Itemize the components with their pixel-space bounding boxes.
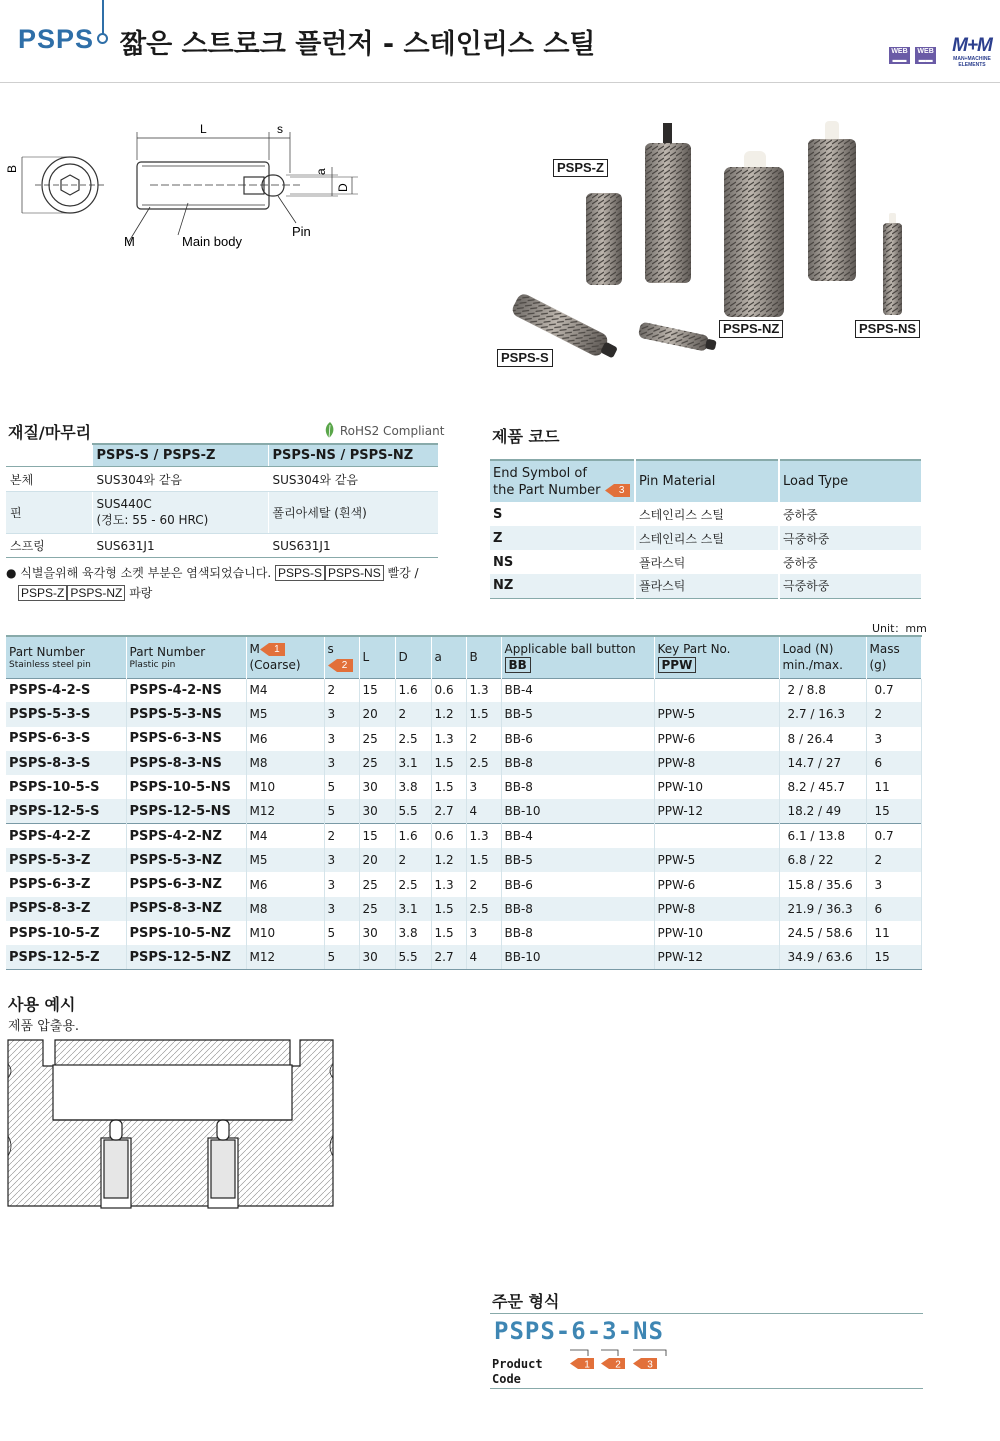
spec-cell-hex-B: 2 [466,727,501,751]
spec-cell-pin-a: 1.2 [431,848,466,872]
spec-cell-length-L: 15 [359,824,395,848]
spec-cell-diameter-D: 3.8 [395,921,431,945]
spec-cell-length-L: 25 [359,897,395,921]
spec-cell-key-part: PPW-12 [654,799,779,823]
spec-cell-stroke-s: 2 [324,824,359,848]
leaf-icon [323,421,336,439]
spec-cell-key-part: PPW-5 [654,848,779,872]
spec-cell-mass: 11 [866,775,922,799]
spec-cell-load: 6.1 / 13.8 [779,824,866,848]
order-tag-2: 2 [615,1359,621,1371]
dim-L: L [200,122,207,136]
spec-row [6,775,922,799]
spec-h-pn-plastic: Part Number Plastic pin [126,636,246,678]
spec-cell-part-number-steel: PSPS-6-3-S [6,727,126,751]
main-body-label: Main body [182,234,242,249]
spec-row [6,921,922,945]
material-header-steel: PSPS-S / PSPS-Z [92,444,268,467]
order-rule-top [490,1313,923,1314]
spec-cell-part-number-plastic: PSPS-10-5-NZ [126,921,246,945]
spec-cell-ball-button: BB-5 [501,848,654,872]
series-code: PSPS [18,24,95,54]
spec-cell-hex-B: 1.3 [466,678,501,702]
spec-row [6,678,922,702]
usage-drawing [0,1036,340,1216]
material-cell: SUS304와 같음 [92,467,268,492]
spec-h-pn-steel: Part Number Stainless steel pin [6,636,126,678]
spec-cell-part-number-steel: PSPS-6-3-Z [6,872,126,896]
spec-cell-stroke-s: 3 [324,727,359,751]
plunger-ns [883,213,902,315]
spec-cell-thread-m: M6 [246,872,324,896]
photo-label-psps-s: PSPS-S [497,349,553,367]
spec-cell-part-number-steel: PSPS-8-3-Z [6,897,126,921]
pc-symbol: Z [490,526,635,550]
spec-cell-mass: 2 [866,702,922,726]
spec-cell-stroke-s: 3 [324,897,359,921]
pc-load: 중하중 [779,502,922,526]
spec-cell-load: 34.9 / 63.6 [779,945,866,969]
web-icon[interactable]: WEB ▬▬ [889,47,910,64]
spec-cell-mass: 0.7 [866,678,922,702]
usage-desc: 제품 압출용. [8,1019,80,1034]
spec-row [6,702,922,726]
spec-cell-ball-button: BB-8 [501,751,654,775]
spec-cell-part-number-plastic: PSPS-12-5-NS [126,799,246,823]
material-note: ● 식별을위해 육각형 소켓 부분은 염색되었습니다. PSPS-S PSPS-NS 빨강 / PSPS-Z PSPS-NZ 파랑 [6,566,419,600]
plunger-small-lying [638,322,718,354]
spec-cell-pin-a: 2.7 [431,945,466,969]
spec-cell-key-part: PPW-12 [654,945,779,969]
spec-h-s: s 2 [324,636,359,678]
spec-cell-thread-m: M8 [246,897,324,921]
spec-cell-key-part: PPW-8 [654,897,779,921]
spec-cell-mass: 3 [866,727,922,751]
spec-cell-pin-a: 1.5 [431,921,466,945]
spec-cell-part-number-plastic: PSPS-8-3-NS [126,751,246,775]
spec-row [6,848,922,872]
spec-row [6,799,922,823]
pc-pin: 플라스틱 [635,550,779,574]
pc-load: 중하중 [779,550,922,574]
spec-cell-thread-m: M5 [246,702,324,726]
spec-cell-part-number-steel: PSPS-5-3-S [6,702,126,726]
spec-cell-thread-m: M6 [246,727,324,751]
spec-cell-load: 6.8 / 22 [779,848,866,872]
spec-cell-diameter-D: 3.8 [395,775,431,799]
spec-cell-mass: 6 [866,897,922,921]
spec-cell-pin-a: 1.3 [431,872,466,896]
spec-cell-ball-button: BB-4 [501,824,654,848]
tag-3-icon: 3 [605,484,630,497]
spec-cell-part-number-steel: PSPS-5-3-Z [6,848,126,872]
pc-pin: 스테인리스 스틸 [635,526,779,550]
spec-cell-load: 24.5 / 58.6 [779,921,866,945]
spec-cell-load: 8 / 26.4 [779,727,866,751]
pc-load: 극중하중 [779,526,922,550]
spec-cell-part-number-steel: PSPS-4-2-Z [6,824,126,848]
spec-cell-pin-a: 1.5 [431,897,466,921]
pc-header-load: Load Type [779,460,922,502]
spec-h-load: Load (N) min./max. [779,636,866,678]
pin-label: Pin [292,224,311,239]
spec-cell-length-L: 25 [359,727,395,751]
spec-cell-pin-a: 1.5 [431,775,466,799]
spec-cell-ball-button: BB-6 [501,872,654,896]
dim-B: B [5,164,19,173]
spec-h-D: D [395,636,431,678]
spec-cell-length-L: 20 [359,702,395,726]
spec-h-ball: Applicable ball button BB [501,636,654,678]
spec-h-key: Key Part No. PPW [654,636,779,678]
material-table [6,443,438,558]
spec-cell-stroke-s: 2 [324,678,359,702]
spec-cell-mass: 15 [866,799,922,823]
spec-h-B: B [466,636,501,678]
spec-cell-key-part: PPW-10 [654,775,779,799]
header-divider [0,82,1000,83]
dim-D: D [336,183,350,192]
material-title: 재질/마무리 [8,423,92,442]
spec-cell-length-L: 30 [359,799,395,823]
usage-title: 사용 예시 [8,995,76,1014]
spec-cell-ball-button: BB-8 [501,775,654,799]
spec-cell-diameter-D: 1.6 [395,678,431,702]
spec-cell-load: 2.7 / 16.3 [779,702,866,726]
spec-cell-thread-m: M10 [246,921,324,945]
page-title: 짧은 스트로크 플런저 - 스테인리스 스틸 [120,29,596,60]
header-accent-dot [97,33,108,44]
spec-cell-load: 18.2 / 49 [779,799,866,823]
dim-a: a [314,168,328,175]
spec-h-L: L [359,636,395,678]
spec-cell-hex-B: 4 [466,945,501,969]
spec-cell-diameter-D: 2.5 [395,727,431,751]
material-row-name: 본체 [6,467,92,492]
pc-header-pin: Pin Material [635,460,779,502]
header-accent-line [102,0,104,34]
spec-cell-diameter-D: 5.5 [395,945,431,969]
spec-cell-diameter-D: 3.1 [395,897,431,921]
spec-cell-hex-B: 2.5 [466,897,501,921]
unit-label: Unit：mm [872,622,927,635]
spec-cell-pin-a: 0.6 [431,678,466,702]
spec-cell-thread-m: M4 [246,678,324,702]
order-title: 주문 형식 [492,1292,560,1311]
tag-2-icon: 2 [328,659,353,672]
spec-cell-part-number-steel: PSPS-4-2-S [6,678,126,702]
spec-cell-stroke-s: 5 [324,775,359,799]
spec-row [6,897,922,921]
spec-cell-hex-B: 1.5 [466,848,501,872]
spec-cell-hex-B: 3 [466,775,501,799]
spec-cell-ball-button: BB-6 [501,727,654,751]
spec-cell-length-L: 20 [359,848,395,872]
pc-load: 극중하중 [779,574,922,598]
pc-symbol: S [490,502,635,526]
material-header-plastic: PSPS-NS / PSPS-NZ [268,444,438,467]
spec-cell-key-part: PPW-6 [654,872,779,896]
spec-cell-part-number-steel: PSPS-12-5-S [6,799,126,823]
spec-cell-load: 2 / 8.8 [779,678,866,702]
spec-cell-diameter-D: 2 [395,702,431,726]
spec-cell-key-part [654,678,779,702]
spec-cell-diameter-D: 3.1 [395,751,431,775]
spec-h-a: a [431,636,466,678]
spec-cell-length-L: 15 [359,678,395,702]
spec-row [6,872,922,896]
spec-h-m: M 1 (Coarse) [246,636,324,678]
web-icon[interactable]: WEB ▬▬ [915,47,936,64]
brand-logo: M+M MAN+MACHINE ELEMENTS [952,35,992,68]
spec-cell-part-number-steel: PSPS-10-5-S [6,775,126,799]
photo-label-psps-nz: PSPS-NZ [719,320,783,338]
spec-cell-load: 8.2 / 45.7 [779,775,866,799]
spec-cell-diameter-D: 1.6 [395,824,431,848]
spec-cell-ball-button: BB-10 [501,945,654,969]
spec-cell-diameter-D: 2 [395,848,431,872]
spec-cell-thread-m: M12 [246,945,324,969]
pc-pin: 스테인리스 스틸 [635,502,779,526]
photo-label-psps-z: PSPS-Z [553,159,608,177]
spec-cell-pin-a: 1.5 [431,751,466,775]
spec-cell-key-part: PPW-8 [654,751,779,775]
spec-cell-pin-a: 0.6 [431,824,466,848]
plunger-large-steel [645,123,691,283]
product-code-title: 제품 코드 [492,427,560,446]
spec-cell-part-number-plastic: PSPS-8-3-NZ [126,897,246,921]
tag-1-icon: 1 [260,643,285,656]
spec-cell-part-number-plastic: PSPS-5-3-NS [126,702,246,726]
spec-cell-part-number-plastic: PSPS-6-3-NS [126,727,246,751]
dim-s: s [277,122,283,136]
spec-cell-key-part: PPW-5 [654,702,779,726]
spec-cell-thread-m: M4 [246,824,324,848]
spec-cell-part-number-plastic: PSPS-12-5-NZ [126,945,246,969]
spec-cell-length-L: 30 [359,775,395,799]
spec-cell-stroke-s: 3 [324,751,359,775]
spec-cell-ball-button: BB-8 [501,921,654,945]
spec-cell-ball-button: BB-5 [501,702,654,726]
spec-cell-stroke-s: 3 [324,702,359,726]
spec-cell-load: 14.7 / 27 [779,751,866,775]
spec-cell-hex-B: 1.3 [466,824,501,848]
spec-cell-stroke-s: 5 [324,921,359,945]
spec-cell-part-number-plastic: PSPS-4-2-NZ [126,824,246,848]
order-tag-3: 3 [647,1359,653,1371]
material-row-name: 스프링 [6,534,92,558]
spec-cell-pin-a: 1.3 [431,727,466,751]
spec-cell-mass: 0.7 [866,824,922,848]
pc-symbol: NS [490,550,635,574]
spec-cell-length-L: 30 [359,921,395,945]
spec-h-mass: Mass (g) [866,636,922,678]
spec-cell-pin-a: 2.7 [431,799,466,823]
material-cell: SUS631J1 [92,534,268,558]
pc-symbol: NZ [490,574,635,598]
spec-cell-ball-button: BB-8 [501,897,654,921]
spec-cell-stroke-s: 5 [324,799,359,823]
material-row-name: 핀 [6,492,92,534]
spec-cell-mass: 15 [866,945,922,969]
spec-cell-ball-button: BB-10 [501,799,654,823]
order-tag-1: 1 [584,1359,590,1371]
material-cell: SUS631J1 [268,534,438,558]
spec-cell-key-part: PPW-10 [654,921,779,945]
material-cell: SUS440C (경도: 55 - 60 HRC) [92,492,268,534]
pc-pin: 플라스틱 [635,574,779,598]
spec-cell-part-number-steel: PSPS-8-3-S [6,751,126,775]
spec-cell-hex-B: 2 [466,872,501,896]
spec-cell-length-L: 30 [359,945,395,969]
spec-cell-part-number-plastic: PSPS-6-3-NZ [126,872,246,896]
product-code-table [490,459,923,599]
spec-cell-diameter-D: 5.5 [395,799,431,823]
spec-cell-thread-m: M8 [246,751,324,775]
pc-header-end-symbol: End Symbol of the Part Number 3 [490,460,635,502]
order-code: PSPS-6-3-NS [494,1317,664,1345]
spec-cell-ball-button: BB-4 [501,678,654,702]
spec-body [6,678,922,970]
spec-cell-key-part [654,824,779,848]
photo-label-psps-ns: PSPS-NS [855,320,920,338]
spec-cell-load: 15.8 / 35.6 [779,872,866,896]
plunger-nz [724,151,784,317]
spec-cell-hex-B: 3 [466,921,501,945]
spec-table [6,635,922,970]
spec-row [6,727,922,751]
spec-cell-stroke-s: 3 [324,872,359,896]
spec-cell-hex-B: 1.5 [466,702,501,726]
spec-row [6,945,922,969]
material-cell: 폴리아세탈 (흰색) [268,492,438,534]
spec-cell-diameter-D: 2.5 [395,872,431,896]
spec-cell-stroke-s: 5 [324,945,359,969]
spec-row [6,824,922,848]
order-rule-bottom [490,1388,923,1389]
web-icons [889,47,936,66]
spec-cell-mass: 2 [866,848,922,872]
material-header-empty [6,444,92,467]
rohs-badge: RoHS2 Compliant [323,421,444,439]
spec-cell-part-number-plastic: PSPS-4-2-NS [126,678,246,702]
dim-M: M [124,234,135,249]
spec-cell-thread-m: M10 [246,775,324,799]
spec-cell-part-number-steel: PSPS-12-5-Z [6,945,126,969]
spec-cell-pin-a: 1.2 [431,702,466,726]
spec-cell-length-L: 25 [359,872,395,896]
spec-cell-key-part: PPW-6 [654,727,779,751]
plunger-z [586,193,622,285]
spec-cell-thread-m: M5 [246,848,324,872]
plunger-large-plastic [808,121,856,281]
material-cell: SUS304와 같음 [268,467,438,492]
order-product-code-label: Product Code [492,1357,543,1386]
spec-cell-part-number-steel: PSPS-10-5-Z [6,921,126,945]
spec-cell-load: 21.9 / 36.3 [779,897,866,921]
spec-cell-mass: 11 [866,921,922,945]
spec-cell-mass: 3 [866,872,922,896]
spec-cell-hex-B: 4 [466,799,501,823]
spec-cell-thread-m: M12 [246,799,324,823]
spec-cell-part-number-plastic: PSPS-10-5-NS [126,775,246,799]
spec-row [6,751,922,775]
spec-cell-stroke-s: 3 [324,848,359,872]
dimension-drawing [0,115,380,255]
spec-cell-part-number-plastic: PSPS-5-3-NZ [126,848,246,872]
spec-cell-length-L: 25 [359,751,395,775]
spec-cell-hex-B: 2.5 [466,751,501,775]
spec-cell-mass: 6 [866,751,922,775]
